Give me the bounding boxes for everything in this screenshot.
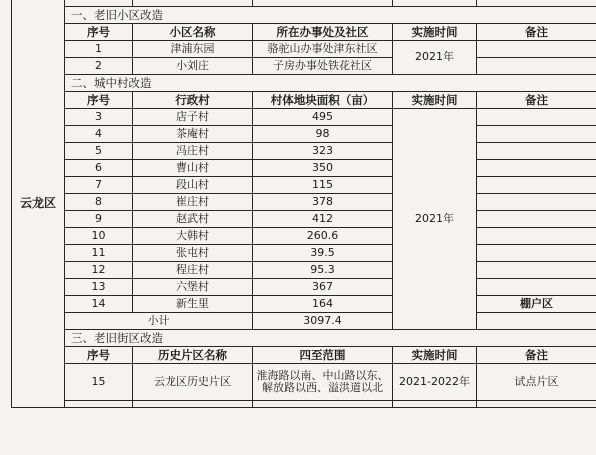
header-cell: 实施时间: [393, 92, 477, 109]
community-name: 津浦东园: [133, 41, 253, 58]
header-row: [12, 92, 596, 109]
remark-cell: [477, 109, 596, 126]
row-number: 3: [65, 109, 133, 126]
section-title-row: [12, 75, 596, 92]
community-name: 小刘庄: [133, 58, 253, 75]
header-cell: 实施时间: [393, 24, 477, 41]
village-area: 350: [253, 160, 393, 177]
table-row: [12, 177, 596, 194]
section-title: 一、老旧小区改造: [65, 7, 596, 24]
implementation-time: 2021年: [393, 109, 477, 330]
community-location: 子房办事处铁花社区: [253, 58, 393, 75]
village-name: 店子村: [133, 109, 253, 126]
remark-cell: [477, 143, 596, 160]
row-number: 14: [65, 296, 133, 313]
remark-cell: [477, 262, 596, 279]
table-row: [12, 245, 596, 262]
header-cell: 备注: [477, 92, 596, 109]
header-cell: 四至范围: [253, 347, 393, 364]
header-cell: 行政村: [133, 92, 253, 109]
subtotal-label: 小计: [65, 313, 253, 330]
village-area: 378: [253, 194, 393, 211]
header-cell: 小区名称: [133, 24, 253, 41]
renovation-table: [11, 0, 596, 408]
header-row: [12, 24, 596, 41]
remark-cell: [477, 228, 596, 245]
table-row: [12, 160, 596, 177]
boundary-range: [253, 364, 393, 401]
remark-cell: [477, 279, 596, 296]
row-number: 4: [65, 126, 133, 143]
header-cell: 序号: [65, 347, 133, 364]
village-name: 曹山村: [133, 160, 253, 177]
row-number: 11: [65, 245, 133, 262]
table-row: [12, 279, 596, 296]
header-cell: 备注: [477, 347, 596, 364]
remark-cell: [477, 211, 596, 228]
row-number: 15: [65, 364, 133, 401]
row-number: 9: [65, 211, 133, 228]
row-number: 2: [65, 58, 133, 75]
table-row: [12, 41, 596, 58]
row-number: 5: [65, 143, 133, 160]
remark-cell: 棚户区: [477, 296, 596, 313]
header-cell: 序号: [65, 24, 133, 41]
village-name: 茶庵村: [133, 126, 253, 143]
village-area: 115: [253, 177, 393, 194]
village-name: 崔庄村: [133, 194, 253, 211]
village-area: 412: [253, 211, 393, 228]
village-name: 大韩村: [133, 228, 253, 245]
village-name: 赵武村: [133, 211, 253, 228]
row-number: 6: [65, 160, 133, 177]
table-row: [12, 58, 596, 75]
village-area: 367: [253, 279, 393, 296]
remark-cell: 试点片区: [477, 364, 596, 401]
remark-cell: [477, 177, 596, 194]
community-location: 骆驼山办事处津东社区: [253, 41, 393, 58]
row-number: 8: [65, 194, 133, 211]
village-name: 段山村: [133, 177, 253, 194]
remark-cell: [477, 126, 596, 143]
village-name: 冯庄村: [133, 143, 253, 160]
implementation-time: 2021-2022年: [393, 364, 477, 401]
table-row: [12, 228, 596, 245]
subtotal-row: [12, 313, 596, 330]
historic-area-name: 云龙区历史片区: [133, 364, 253, 401]
table-row: [12, 364, 596, 401]
row-number: 12: [65, 262, 133, 279]
village-name: 张屯村: [133, 245, 253, 262]
table-row: [12, 262, 596, 279]
boundary-line: 解放路以西、溢洪道以北: [262, 381, 383, 394]
village-name: 新生里: [133, 296, 253, 313]
village-area: 323: [253, 143, 393, 160]
boundary-line: 淮海路以南、中山路以东、: [256, 368, 389, 382]
section-title-row: [12, 330, 596, 347]
table-row: [12, 194, 596, 211]
row-number: 7: [65, 177, 133, 194]
row-number: 1: [65, 41, 133, 58]
section-title-row: [12, 7, 596, 24]
remark-cell: [477, 58, 596, 75]
village-area: 95.3: [253, 262, 393, 279]
header-cell: 所在办事处及社区: [253, 24, 393, 41]
remark-cell: [477, 313, 596, 330]
remark-cell: [477, 194, 596, 211]
village-area: 164: [253, 296, 393, 313]
district-cell: 云龙区: [12, 0, 65, 408]
remark-cell: [477, 160, 596, 177]
header-row: [12, 347, 596, 364]
village-area: 39.5: [253, 245, 393, 262]
row-number: 13: [65, 279, 133, 296]
section-title: 三、老旧街区改造: [65, 330, 596, 347]
table-row: [12, 109, 596, 126]
village-area: 98: [253, 126, 393, 143]
remark-cell: [477, 41, 596, 58]
table-row: [12, 296, 596, 313]
header-cell: 村体地块面积（亩）: [253, 92, 393, 109]
remark-cell: [477, 245, 596, 262]
village-area: 495: [253, 109, 393, 126]
table-row: [12, 401, 596, 408]
header-cell: 序号: [65, 92, 133, 109]
table-row: [12, 143, 596, 160]
section-title: 二、城中村改造: [65, 75, 596, 92]
header-cell: 历史片区名称: [133, 347, 253, 364]
subtotal-value: 3097.4: [253, 313, 393, 330]
village-name: 六堡村: [133, 279, 253, 296]
header-cell: 备注: [477, 24, 596, 41]
village-area: 260.6: [253, 228, 393, 245]
table-row: [12, 211, 596, 228]
implementation-time: 2021年: [393, 41, 477, 75]
table-row: [12, 126, 596, 143]
row-number: 10: [65, 228, 133, 245]
village-name: 程庄村: [133, 262, 253, 279]
header-cell: 实施时间: [393, 347, 477, 364]
